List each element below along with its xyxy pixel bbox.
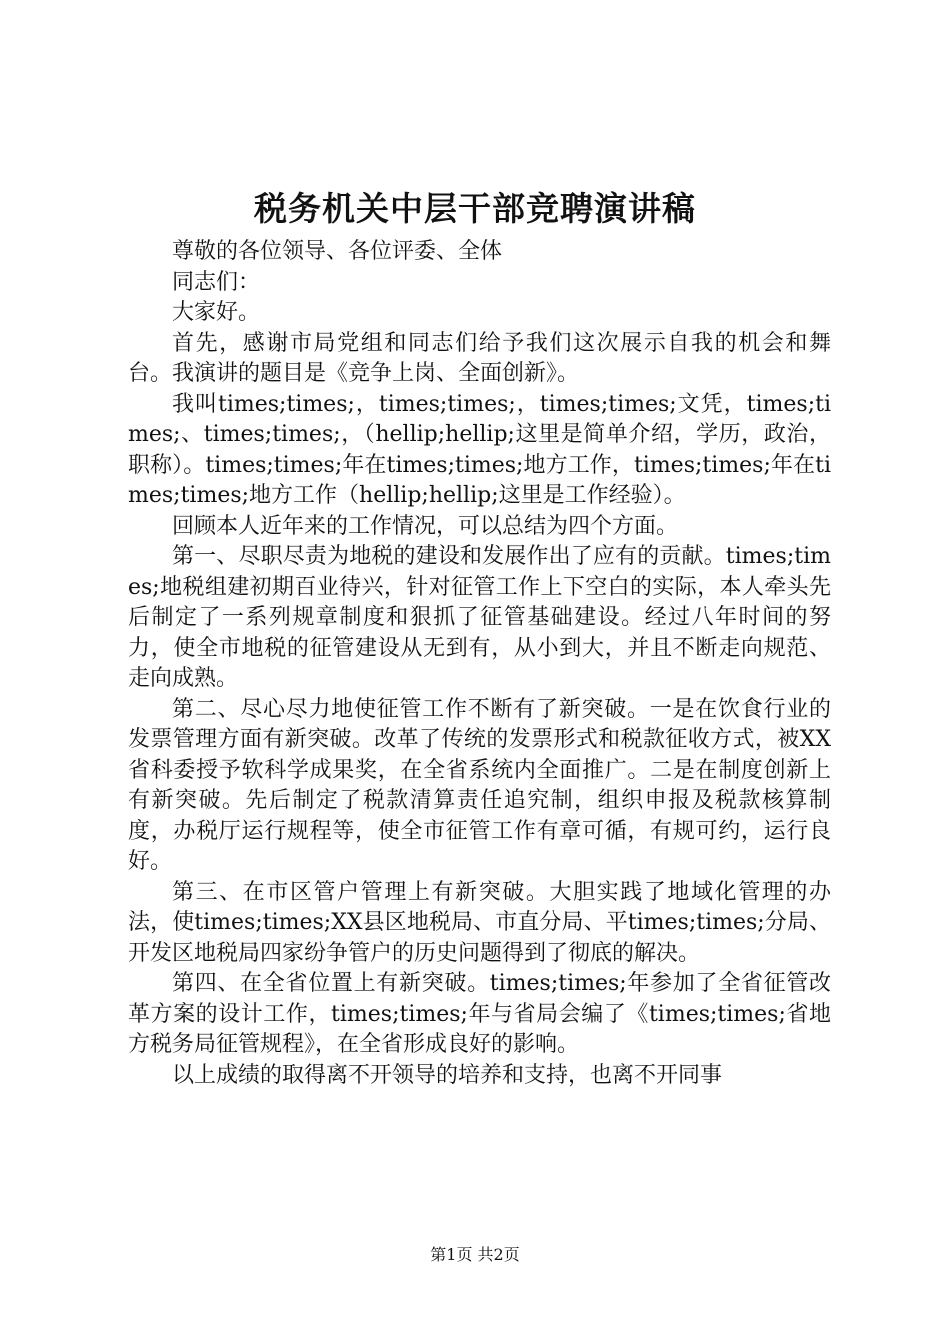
paragraph: 尊敬的各位领导、各位评委、全体 — [172, 239, 503, 264]
document-title: 税务机关中层干部竞聘演讲稿 — [254, 189, 696, 228]
paragraph: 第一、尽职尽责为地税的建设和发展作出了应有的贡献。times;times;地税组建初期百业待兴，针对征管工作上下空白的实际，本人牵头先后制定了一系列规章制度和狠抓了征管基础建设。经过八年时间的努力，使全市地税的征管建设从无到有，从小到大，并且不断走向规范、走向成熟。 — [128, 544, 831, 691]
paragraph: 以上成绩的取得离不开领导的培养和支持，也离不开同事 — [172, 1062, 723, 1088]
paragraph: 首先，感谢市局党组和同志们给予我们这次展示自我的机会和舞台。我演讲的题目是《竞争上岗、全面创新》。 — [128, 330, 831, 386]
paragraph: 我叫times;times;，times;times;，times;times;文凭，times;times;、times;times;，（hellip;hellip;这里是简单介绍，学历，政治，职称）。times;times;年在times;times;地方工作，times;times;年在times;times;地方工作（hellip;hellip;这里是工作经验）。 — [128, 391, 831, 508]
paragraph: 同志们： — [172, 269, 261, 295]
paragraph: 回顾本人近年来的工作情况，可以总结为四个方面。 — [172, 513, 679, 539]
document-body — [128, 237, 831, 1091]
paragraph: 第二、尽心尽力地使征管工作不断有了新突破。一是在饮食行业的发票管理方面有新突破。改革了传统的发票形式和税款征收方式，被XX省科委授予软科学成果奖，在全省系统内全面推广。二是在制度创新上有新突破。先后制定了税款清算责任追究制，组织申报及税款核算制度，办税厅运行规程等，使全市征管工作有章可循，有规可约，运行良好。 — [128, 696, 831, 874]
paragraph: 第四、在全省位置上有新突破。times;times;年参加了全省征管改革方案的设计工作，times;times;年与省局会编了《times;times;省地方税务局征管规程》，在全省形成良好的影响。 — [128, 971, 831, 1057]
paragraph: 第三、在市区管户管理上有新突破。大胆实践了地域化管理的办法，使times;times;XX县区地税局、市直分局、平times;times;分局、开发区地税局四家纷争管户的历史问题得到了彻底的解决。 — [128, 879, 831, 966]
page-footer: 第1页 共2页 — [430, 1245, 520, 1264]
paragraph: 大家好。 — [172, 300, 261, 325]
